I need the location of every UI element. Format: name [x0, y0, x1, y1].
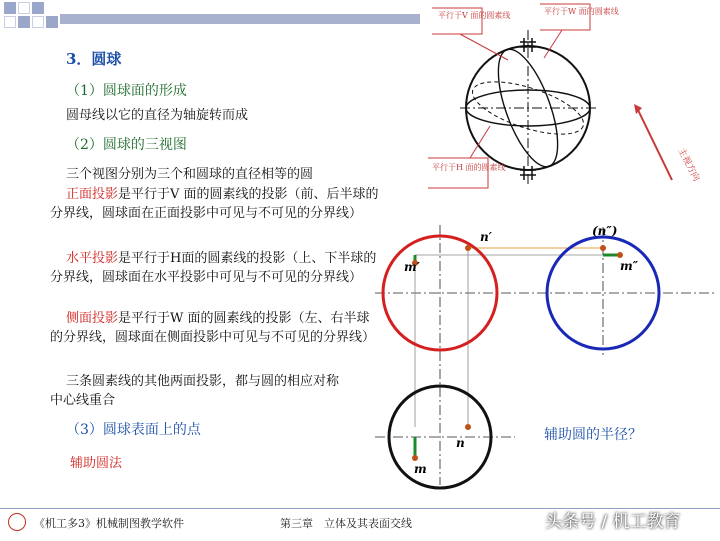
side-projection-para [50, 309, 380, 347]
point-m-dprime [617, 252, 623, 258]
header-bar [60, 14, 420, 24]
footer-software-title: 《机工多3》机械制图教学软件 [34, 517, 184, 530]
label-parallel-w: 平行于W 面的圆素线 [544, 7, 619, 16]
label-m: m [414, 462, 427, 476]
point-m [412, 455, 418, 461]
closing-para [50, 372, 350, 410]
top-projection-text: 是平行于H面的圆素线的投影（上、下半球的分界线，圆球面在水平投影中可见与不可见的分界线） [50, 251, 377, 286]
callout-v-leader [460, 34, 508, 60]
section-3-text: 辅助圆法 [70, 456, 123, 471]
label-parallel-h: 平行于H 面的圆素线 [432, 163, 506, 172]
label-n: n [456, 436, 465, 450]
closing-text: 三条圆素线的其他两面投影，都与圆的相应对称中心线重合 [50, 374, 340, 409]
section-3-heading: （3）圆球表面上的点 [66, 422, 201, 438]
side-projection-label: 侧面投影 [66, 311, 119, 326]
front-projection-para [50, 185, 380, 223]
label-m-dprime: m″ [620, 259, 639, 273]
label-parallel-v: 平行于V 面的圆素线 [438, 11, 511, 20]
aux-circle-question: 辅助圆的半径？ [544, 427, 642, 443]
section-1-heading: （1）圆球面的形成 [66, 83, 187, 99]
arrow-head-icon [634, 104, 642, 114]
footer-chapter-title: 第三章 立体及其表面交线 [280, 517, 412, 530]
view-direction-arrow [638, 110, 672, 180]
front-projection-text: 是平行于V 面的圆素线的投影（前、后半球的分界线，圆球面在正面投影中可见与不可见的分界线） [50, 187, 379, 222]
slide-title: 3．圆球 [66, 50, 122, 68]
three-view-diagram [370, 215, 720, 495]
section-1-text: 圆母线以它的直径为轴旋转而成 [66, 108, 249, 123]
intro-text: 三个视图分别为三个和圆球的直径相等的圆 [66, 167, 314, 182]
top-projection-para [50, 249, 380, 287]
label-n-dprime: (n″) [592, 224, 618, 238]
label-view-direction: 主视方向 [675, 146, 702, 184]
front-projection-label: 正面投影 [66, 187, 119, 202]
section-2-heading: （2）圆球的三视图 [66, 137, 187, 153]
watermark: 头条号 / 机工教育 [545, 512, 681, 532]
point-n-prime [465, 245, 471, 251]
top-projection-label: 水平投影 [66, 251, 119, 266]
label-n-prime: n′ [480, 230, 492, 244]
label-m-prime: m′ [404, 260, 420, 274]
side-projection-text: 是平行于W 面的圆素线的投影（左、右半球的分界线，圆球面在侧面投影中可见与不可见的分界线） [50, 311, 376, 346]
sphere-diagram [420, 0, 720, 200]
point-n-dprime [600, 245, 606, 251]
point-n [465, 424, 471, 430]
gear-logo-icon [8, 513, 26, 531]
